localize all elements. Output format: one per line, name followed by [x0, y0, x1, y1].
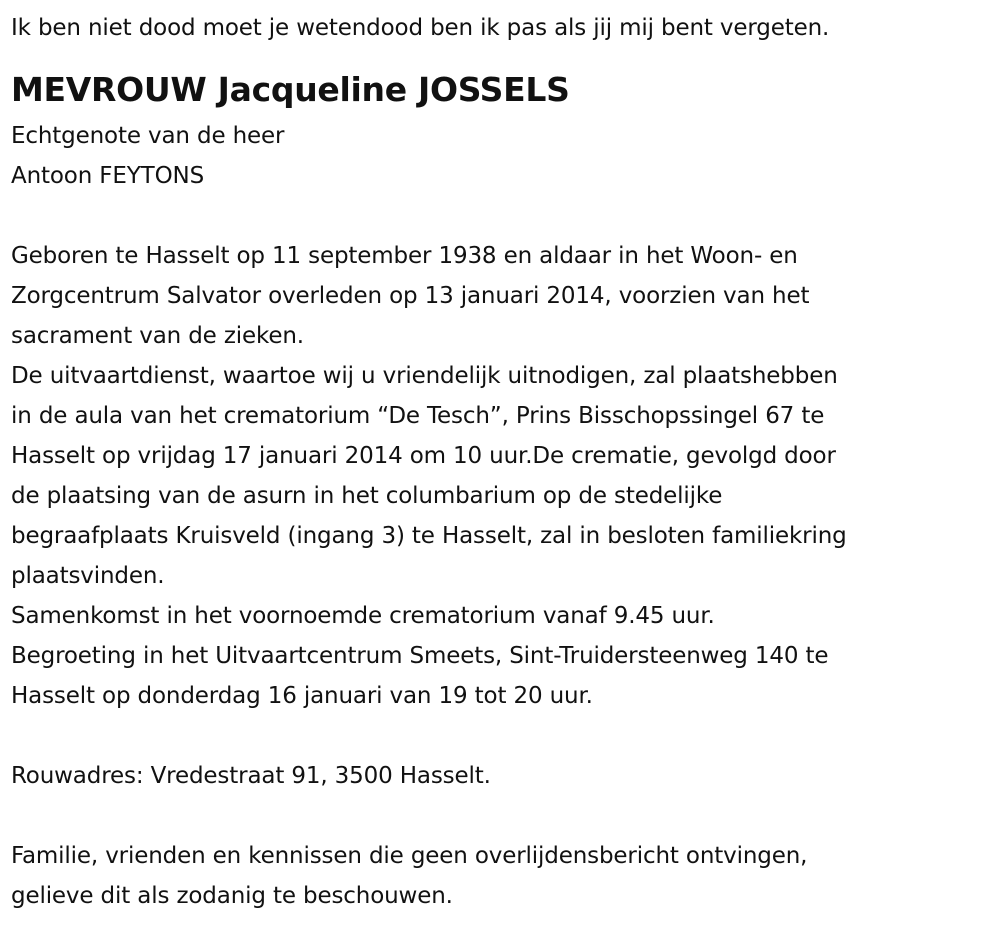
closing-line: gelieve dit als zodanig te beschouwen. [11, 883, 453, 909]
body-line: in de aula van het crematorium “De Tesch”, Prins Bisschopssingel 67 te [11, 403, 825, 429]
body-line: Samenkomst in het voornoemde crematorium vanaf 9.45 uur. [11, 603, 715, 629]
body-line: Hasselt op vrijdag 17 januari 2014 om 10 uur.De crematie, gevolgd door [11, 443, 836, 469]
body-line: sacrament van de zieken. [11, 323, 304, 349]
spacer [11, 796, 996, 836]
spacer [11, 196, 996, 236]
spacer [11, 716, 996, 756]
spouse-line: Echtgenote van de heer [11, 123, 285, 149]
body-line: begraafplaats Kruisveld (ingang 3) te Hasselt, zal in besloten familiekring [11, 523, 847, 549]
body-line: plaatsvinden. [11, 563, 165, 589]
closing-line: Familie, vrienden en kennissen die geen overlijdensbericht ontvingen, [11, 843, 808, 869]
body-line: Begroeting in het Uitvaartcentrum Smeets, Sint-Truidersteenweg 140 te [11, 643, 829, 669]
mourning-address: Rouwadres: Vredestraat 91, 3500 Hasselt. [11, 763, 491, 789]
body-line: Geboren te Hasselt op 11 september 1938 en aldaar in het Woon- en [11, 243, 798, 269]
body-line: de plaatsing van de asurn in het columbarium op de stedelijke [11, 483, 723, 509]
deceased-name: MEVROUW Jacqueline JOSSELS [11, 70, 570, 109]
body-line: De uitvaartdienst, waartoe wij u vriendelijk uitnodigen, zal plaatshebben [11, 363, 838, 389]
spouse-name: Antoon FEYTONS [11, 163, 205, 189]
motto-text: Ik ben niet dood moet je wetendood ben ik pas als jij mij bent vergeten. [11, 15, 830, 41]
body-line: Hasselt op donderdag 16 januari van 19 tot 20 uur. [11, 683, 593, 709]
body-line: Zorgcentrum Salvator overleden op 13 januari 2014, voorzien van het [11, 283, 810, 309]
obituary-document [11, 8, 996, 916]
